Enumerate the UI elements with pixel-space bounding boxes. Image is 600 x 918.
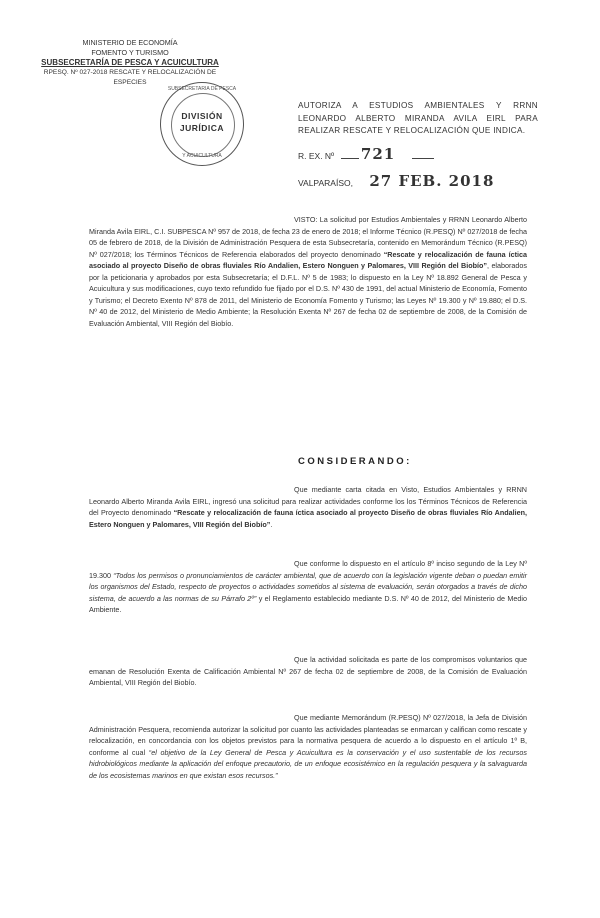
rex-label: R. EX. Nº xyxy=(298,151,335,161)
letterhead xyxy=(20,38,240,88)
project-name: “Rescate y relocalización de fauna íctica asociado al proyecto Diseño de obras fluviales Río Andalien, Estero Nonguen y Palomares, VIII Región del Biobío” xyxy=(89,249,527,270)
considerando-4: Que mediante Memorándum (R.PESQ) Nº 027/2018, la Jefa de División Administración Pesquera, recomienda autorizar la solicitud por cuanto las actividades planteadas se enmarcan y califican como rescate y relocalización, en concordancia con los objetos previstos para la normativa pesquera de acuerdo a lo dispuesto en el artículo 1º B, conforme al cual “el objetivo de la Ley General de Pesca y Acuicultura es la conservación y el uso sustentable de los recursos hidrobiológicos mediante la aplicación del enfoque precautorio, de un enfoque ecosistémico en la regulación pesquera y la salvaguarda de los ecosistemas marinos en que existan esos recursos.” xyxy=(89,713,527,780)
place: VALPARAÍSO, xyxy=(298,178,353,188)
reference-line: RPESQ. Nº 027-2018 RESCATE Y RELOCALIZACIÓN DE xyxy=(43,69,217,76)
considerando-heading: CONSIDERANDO: xyxy=(298,456,412,467)
stamp-line-1: DIVISIÓN xyxy=(181,111,223,121)
resolution-subject: AUTORIZA A ESTUDIOS AMBIENTALES Y RRNN LEONARDO ALBERTO MIRANDA AVILA EIRL PARA REALIZAR RESCATE Y RELOCALIZACIÓN QUE INDICA. xyxy=(298,101,538,135)
law-quote: “Todos los permisos o pronunciamientos de carácter ambiental, que de acuerdo con la legislación vigente deban o puedan emitir los organismos del Estado, respecto de proyectos o actividades sometidos al sistema de evaluación, serán otorgados a través de dicho sistema, de acuerdo a las normas de su Párrafo 2º” xyxy=(89,570,527,603)
reference-line-2: ESPECIES xyxy=(113,79,147,86)
division-stamp xyxy=(160,82,244,166)
rex-number: 721 xyxy=(360,145,396,163)
subsecretaria-line: SUBSECRETARÍA DE PESCA Y ACUICULTURA xyxy=(41,58,219,67)
place-date xyxy=(298,172,494,190)
resolution-number xyxy=(298,145,434,163)
ministry-line-2: FOMENTO Y TURISMO xyxy=(91,48,169,57)
date-stamp: 27 FEB. 2018 xyxy=(369,172,495,190)
law-objective-quote: “el objetivo de la Ley General de Pesca y Acuicultura es la conservación y el uso sustentable de los recursos hidrobiológicos mediante la aplicación del enfoque precautorio, de un enfoque ecosistémico en la regulación pesquera y la salvaguarda de los ecosistemas marinos en que existan esos recursos.” xyxy=(89,747,527,780)
ministry-line: MINISTERIO DE ECONOMÍA xyxy=(82,38,178,47)
stamp-ring-bottom: Y ACUICULTURA xyxy=(182,153,222,159)
stamp-line-2: JURÍDICA xyxy=(179,123,225,133)
visto-paragraph: VISTO: La solicitud por Estudios Ambientales y RRNN Leonardo Alberto Miranda Avila EIRL, C.I. SUBPESCA Nº 957 de 2018, de fecha 23 de enero de 2018; el Informe Técnico (R.PESQ) Nº 027/2018 de fecha 05 de febrero de 2018, de la División de Administración Pesquera de esta Subsecretaría, contenido en Memorándum Técnico (R.PESQ) Nº 027/2018; los Términos Técnicos de Referencia elaborados del proyecto denominado “Rescate y relocalización de fauna íctica asociado al proyecto Diseño de obras fluviales Río Andalien, Estero Nonguen y Palomares, VIII Región del Biobío”, elaborados por la peticionaria y aprobados por esta Subsecretaría; el D.F.L. Nº 5 de 1983; lo dispuesto en la Ley Nº 18.892 General de Pesca y Acuicultura y sus modificaciones, cuyo texto refundido fue fijado por el D.S. Nº 430 de 1991, del actual Ministerio de Economía, Fomento y Turismo; el Decreto Exento Nº 878 de 2011, del Ministerio de Economía Fomento y Turismo; las Leyes Nº 19.300 y Nº 19.880; el D.S. Nº 40 de 2012, del Ministerio de Medio Ambiente; la Resolución Exenta Nº 267 de fecha 02 de septiembre de 2008, de la Comisión de Evaluación Ambiental, VIII Región del Biobío. xyxy=(89,215,528,328)
considerando-2: Que conforme lo dispuesto en el artículo 8º inciso segundo de la Ley Nº 19.300 “Todos los permisos o pronunciamientos de carácter ambiental, que de acuerdo con la legislación vigente deban o puedan emitir los organismos del Estado, respecto de proyectos o actividades sometidos al sistema de evaluación, serán otorgados a través de dicho sistema, de acuerdo a las normas de su Párrafo 2º” y el Reglamento establecido mediante D.S. Nº 40 de 2012, del Ministerio de Medio Ambiente. xyxy=(89,559,527,614)
project-name-2: “Rescate y relocalización de fauna íctica asociado al proyecto Diseño de obras fluviales Río Andalien, Estero Nonguen y Palomares, VIII Región del Biobío” xyxy=(89,508,527,529)
considerando-1: Que mediante carta citada en Visto, Estudios Ambientales y RRNN Leonardo Alberto Miranda Avila EIRL, ingresó una solicitud para realizar actividades conforme los los Términos Técnicos de Referencia del Proyecto denominado “Rescate y relocalización de fauna íctica asociado al proyecto Diseño de obras fluviales Río Andalien, Estero Nonguen y Palomares, VIII Región del Biobío”. xyxy=(89,485,527,529)
stamp-ring-top: SUBSECRETARIA DE PESCA xyxy=(167,86,237,92)
considerando-3: Que la actividad solicitada es parte de los compromisos voluntarios que emanan de Resolución Exenta de Calificación Ambiental Nº 267 de fecha 02 de septiembre de 2008, de la Comisión de Evaluación Ambiental, VIII Región del Biobío. xyxy=(89,655,527,687)
